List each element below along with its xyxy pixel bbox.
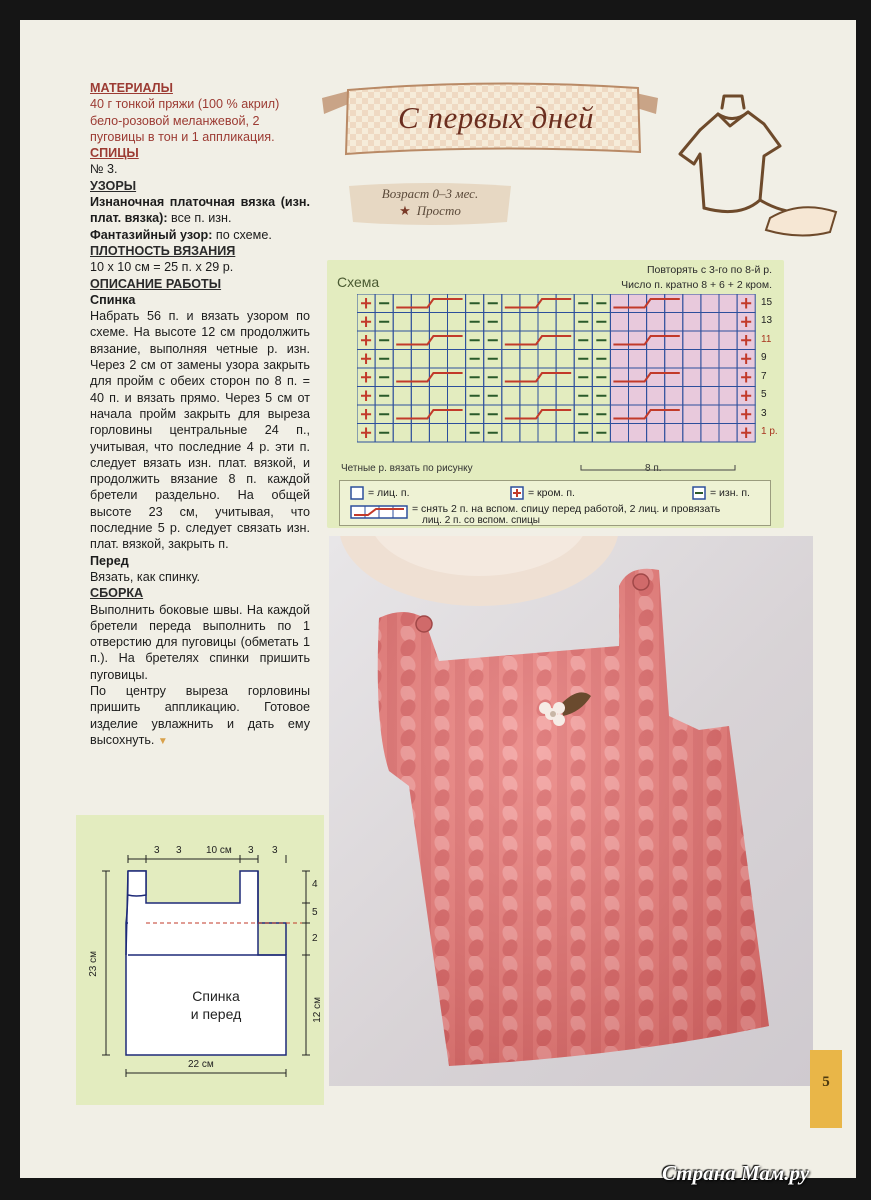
measure-top-2: 3 (176, 845, 182, 856)
measure-right-2: 5 (312, 907, 318, 918)
chart-title: Схема (337, 274, 380, 290)
row-number: 7 (761, 371, 767, 382)
measure-right-1: 4 (312, 879, 318, 890)
measure-bottom: 22 см (188, 1059, 214, 1070)
repeat-line-1: Повторять с 3-го по 8-й р. (646, 264, 772, 276)
piece-label (166, 987, 266, 1023)
legend-cable-icon (350, 505, 408, 519)
repeat-line-2: Число п. кратно 8 + 6 + 2 кром. (621, 279, 772, 291)
legend-knit: = лиц. п. (368, 487, 410, 499)
row-number: 13 (761, 315, 773, 326)
materials-text: 40 г тонкой пряжи (100 % акрил) бело-розовой меланжевой, 2 пуговицы в тон и 1 аппликация. (90, 97, 280, 144)
needles-text: № 3. (90, 162, 118, 177)
final-text (90, 683, 310, 750)
legend-edge-icon (510, 486, 524, 500)
measure-top-3: 10 см (206, 845, 232, 856)
legend-knit-icon (350, 486, 364, 500)
even-rows-note: Четные р. вязать по рисунку (341, 463, 473, 474)
difficulty-text: Просто (416, 203, 461, 218)
pattern-sketch (76, 815, 324, 1105)
knitting-chart-panel (327, 260, 784, 528)
front-heading: Перед (90, 553, 129, 568)
age-badge (355, 185, 505, 219)
watermark: Страна Мам.ру (662, 1161, 810, 1185)
measure-right-4: 12 см (312, 997, 323, 1023)
knitted-top-photo (329, 536, 813, 1086)
row-number: 1 р. (761, 426, 778, 437)
final-text-body: По центру выреза горловины пришить аппликацию. Готовое изделие увлажнить и дать ему высохнуть. (90, 683, 310, 747)
piece-label-1: Спинка (192, 988, 240, 1004)
legend-purl: = изн. п. (710, 487, 750, 499)
work-heading: ОПИСАНИЕ РАБОТЫ (90, 276, 222, 291)
measure-right-3: 2 (312, 933, 318, 944)
measure-top-5: 3 (272, 845, 278, 856)
row-number: 15 (761, 297, 773, 308)
legend-edge: = кром. п. (528, 487, 575, 499)
measure-left: 23 см (88, 951, 99, 977)
pattern-1-desc: все п. изн. (167, 211, 232, 226)
legend-cable-1: = снять 2 п. на вспом. спицу перед работой, 2 лиц. и провязать (412, 503, 721, 515)
star-icon: ★ (399, 203, 411, 218)
row-number: 9 (761, 352, 767, 363)
row-number: 11 (761, 334, 772, 345)
pattern-1 (90, 194, 310, 227)
pattern-2-name: Фантазийный узор: (90, 227, 213, 242)
repeat-bracket (579, 464, 739, 474)
magazine-page (20, 20, 856, 1178)
density-text: 10 х 10 см = 25 п. х 29 р. (90, 260, 234, 275)
back-heading: Спинка (90, 292, 136, 307)
materials-heading: МАТЕРИАЛЫ (90, 81, 173, 95)
legend-cable-2: лиц. 2 п. со вспом. спицы (422, 515, 540, 526)
back-text: Набрать 56 п. и вязать узором по схеме. На высоте 12 см продолжить вязание, выполняя четные р. изн. Через 2 см от замены узора закрыть для пройм с обеих сторон по 8 п. = 40 п. и вязать прямо. Через 5 см от начала пройм закрыть для выреза горловины центральные 24 п., учитывая, что последние 4 р. эти п. следует вязать изн. плат. вязкой, и продолжить вязание 8 п. каждой бретели раздельно. На общей высоте 23 см, учитывая, что последние 5 р. следует связать изн. плат. вязкой, закрыть п. (90, 309, 310, 552)
assembly-text: Выполнить боковые швы. На каждой бретели переда выполнить по 1 отверстию для пуговицы (обметать 1 п.). На бретелях спинки пришить пуговицы. (90, 602, 310, 682)
row-number: 3 (761, 408, 767, 419)
legend-purl-icon (692, 486, 706, 500)
assembly-heading: СБОРКА (90, 586, 144, 601)
page-number: 5 (810, 1050, 842, 1128)
instructions-column (90, 80, 310, 750)
piece-label-2: и перед (190, 1006, 242, 1022)
chart-legend (339, 480, 771, 526)
pattern-2-desc: по схеме. (212, 227, 272, 242)
measure-top-4: 3 (248, 845, 254, 856)
measure-top-1: 3 (154, 845, 160, 856)
pattern-2 (90, 227, 310, 243)
needles-heading: СПИЦЫ (90, 146, 139, 161)
banner-title: С первых дней (398, 100, 594, 135)
repeat-width-label: 8 п. (645, 463, 662, 474)
row-number: 5 (761, 389, 767, 400)
age-text: Возраст 0–3 мес. (381, 186, 479, 201)
knitting-chart-grid (357, 294, 757, 462)
front-text: Вязать, как спинку. (90, 569, 200, 584)
knitted-top-illustration (329, 536, 813, 1086)
pattern-1-name: Изнаночная платочная вязка (изн. плат. вязка): (90, 195, 310, 226)
end-mark-icon: ▼ (157, 735, 168, 747)
density-heading: ПЛОТНОСТЬ ВЯЗАНИЯ (90, 243, 236, 258)
chart-repeat-note (621, 263, 772, 293)
difficulty-line (355, 202, 505, 219)
patterns-heading: УЗОРЫ (90, 178, 137, 193)
baby-clothes-icon (660, 90, 840, 240)
